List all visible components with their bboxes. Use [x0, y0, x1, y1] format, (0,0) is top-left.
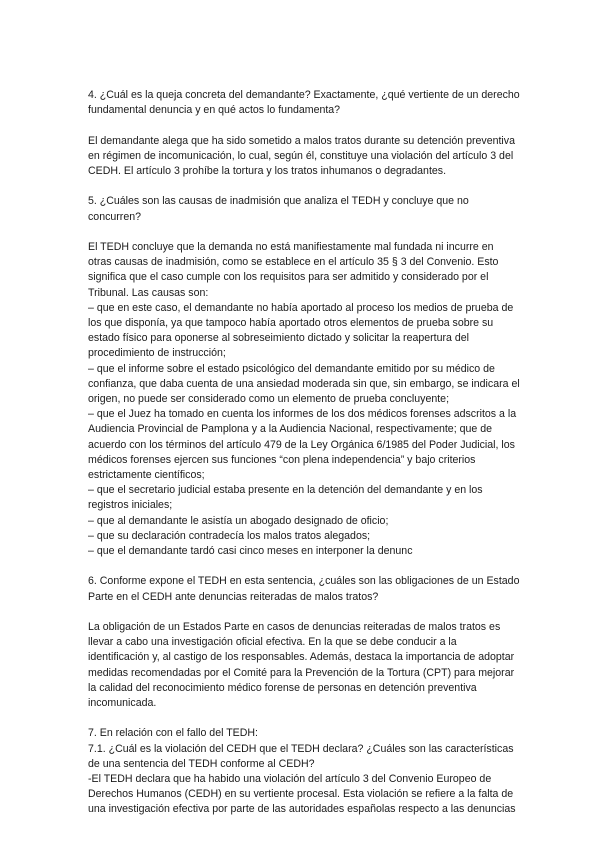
list-item: – que al demandante le asistía un abogado designado de oficio; [88, 514, 389, 527]
answer-5-intro: El TEDH concluye que la demanda no está manifiestamente mal fundada ni incurre en otras causas de inadmisión, como se establece en el artículo 35 § 3 del Convenio. Esto significa que el caso cumple con los requisitos para ser admitido y considerado por el Tribunal. Las causas son: [88, 240, 499, 299]
question-4: 4. ¿Cuál es la queja concreta del demandante? Exactamente, ¿qué vertiente de un derecho fundamental denuncia y en qué actos lo fundamenta? [88, 89, 520, 117]
question-6: 6. Conforme expone el TEDH en esta sentencia, ¿cuáles son las obligaciones de un Estado Parte en el CEDH ante denuncias reiteradas de malos tratos? [88, 575, 520, 603]
answer-4: El demandante alega que ha sido sometido a malos tratos durante su detención preventiva en régimen de incomunicación, lo cual, según él, constituye una violación del artículo 3 del CEDH. El artículo 3 prohíbe la tortura y los tratos inhumanos o degradantes. [88, 134, 515, 177]
question-7-heading: 7. En relación con el fallo del TEDH: [88, 727, 258, 740]
list-item: – que el demandante tardó casi cinco meses en interponer la denunc [88, 545, 413, 558]
answer-6: La obligación de un Estados Parte en casos de denuncias reiteradas de malos tratos es llevar a cabo una investigación oficial efectiva. En la que se debe conducir a la identificación y, al castigo de los responsables. Además, destaca la importancia de adoptar medidas recomendadas por el Comité para la Prevención de la Tortura (CPT) para mejorar la calidad del reconocimiento médico forense de personas en detención preventiva incomunicada. [88, 621, 515, 710]
answer-7-1: -El TEDH declara que ha habido una violación del artículo 3 del Convenio Europeo de Derechos Humanos (CEDH) en su vertiente procesal. Esta violación se refiere a la falta de una investigación efectiva por parte de las autoridades españolas respecto a las denuncias [88, 773, 516, 816]
document-body [88, 88, 520, 818]
list-item: – que el secretario judicial estaba presente en la detención del demandante y en los registros iniciales; [88, 484, 483, 512]
answer-5 [88, 240, 520, 559]
question-5: 5. ¿Cuáles son las causas de inadmisión que analiza el TEDH y concluye que no concurren? [88, 195, 469, 223]
question-7-1: 7.1. ¿Cuál es la violación del CEDH que el TEDH declara? ¿Cuáles son las características de una sentencia del TEDH conforme al CEDH? [88, 742, 514, 770]
list-item: – que el Juez ha tomado en cuenta los informes de los dos médicos forenses adscritos a la Audiencia Provincial de Pamplona y a la Audiencia Nacional, respectivamente; que de acuerdo con los términos del artículo 479 de la Ley Orgánica 6/1985 del Poder Judicial, los médicos forenses ejercen sus funciones “con plena independencia” y bajo criterios estrictamente científicos; [88, 408, 517, 482]
list-item: – que en este caso, el demandante no había aportado al proceso los medios de prueba de los que disponía, ya que tampoco había aportado otros elementos de prueba sobre su estado físico para oponerse al sobreseimiento dictado y solicitar la reapertura del procedimiento de instrucción; [88, 301, 514, 360]
section-7 [88, 726, 520, 817]
list-item: – que el informe sobre el estado psicológico del demandante emitido por su médico de confianza, que daba cuenta de una ansiedad moderada sin que, sin embargo, se indicara el origen, no puede ser considerado como un elemento de prueba concluyente; [88, 362, 520, 406]
list-item: – que su declaración contradecía los malos tratos alegados; [88, 529, 371, 542]
